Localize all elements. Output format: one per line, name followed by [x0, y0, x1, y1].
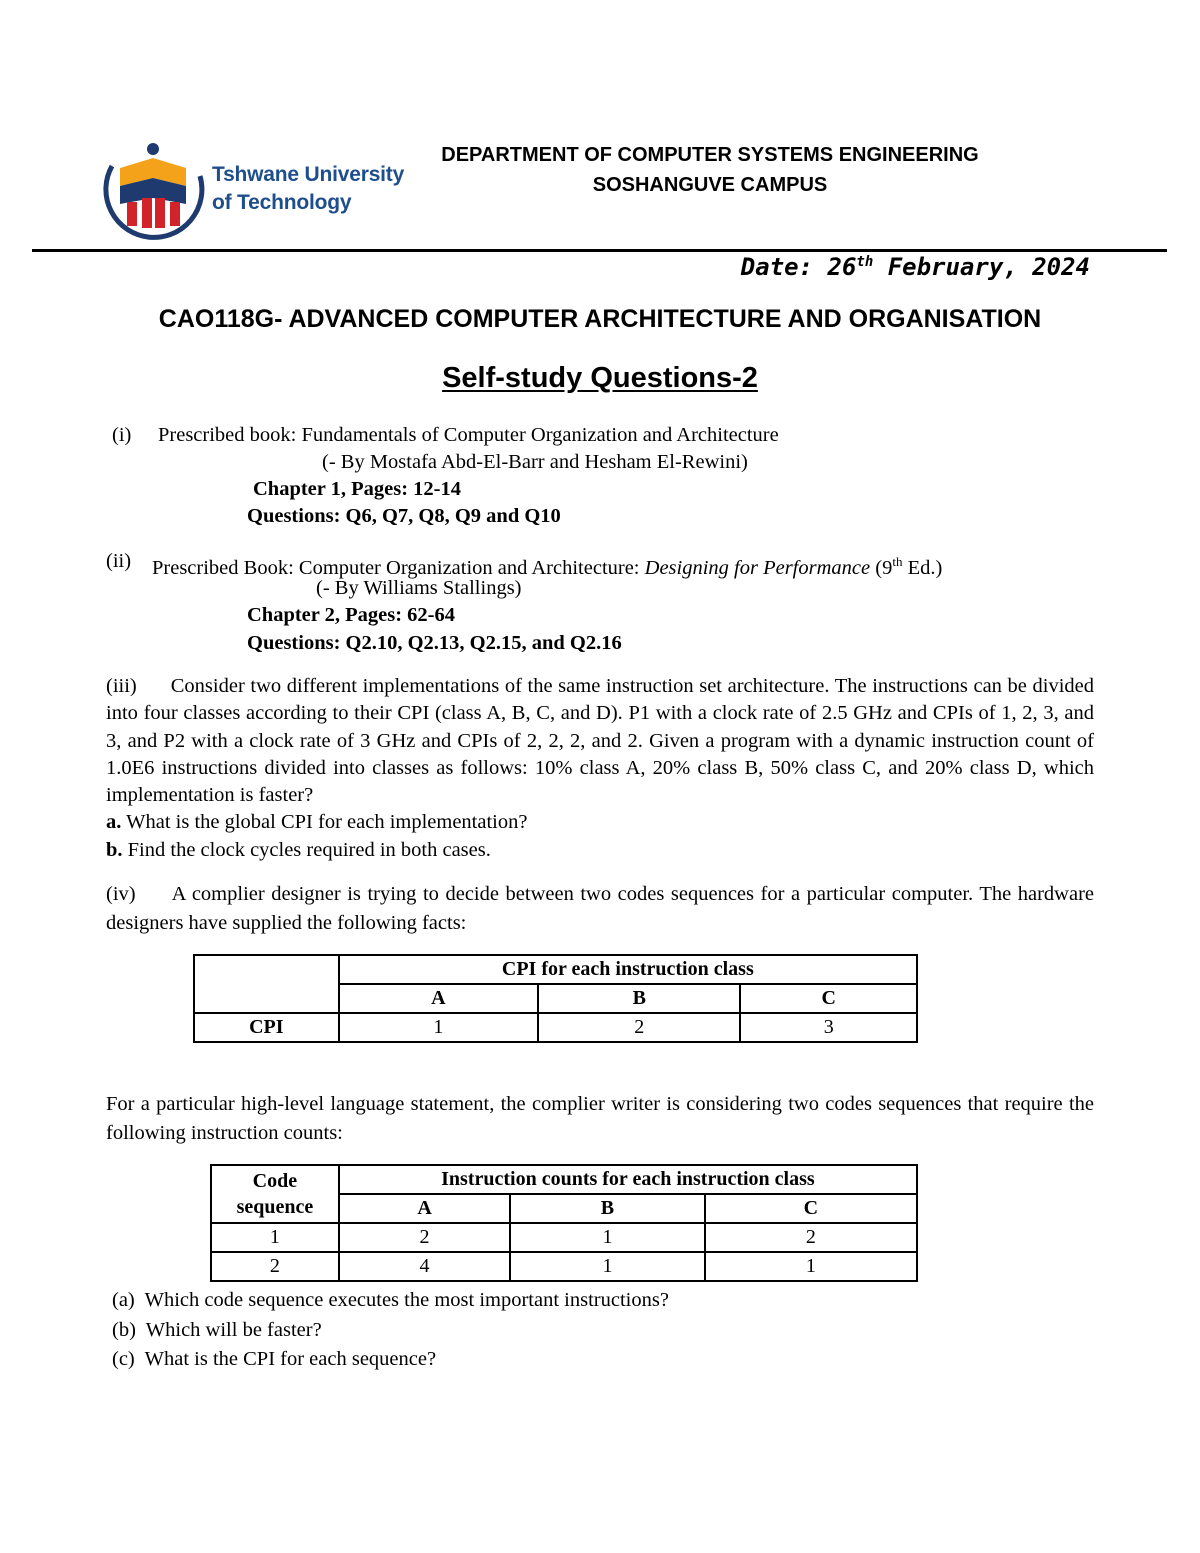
table-column-header: C — [740, 984, 917, 1013]
table-cell: 1 — [339, 1013, 538, 1042]
item-3 — [106, 673, 1094, 864]
item-1-label: (i) — [112, 424, 132, 446]
item-3-sub-b-text: Find the clock cycles required in both cases. — [122, 838, 491, 861]
table-row — [194, 1013, 917, 1042]
table-column-header: A — [339, 984, 538, 1013]
item-2-questions: Questions: Q2.10, Q2.13, Q2.15, and Q2.16 — [247, 632, 622, 654]
table-cell: 2 — [211, 1252, 339, 1281]
document-title: Self-study Questions-2 — [442, 362, 758, 394]
item-3-sub-a — [106, 809, 1094, 836]
table-cell: 1 — [510, 1252, 704, 1281]
table-row — [211, 1252, 917, 1281]
campus-name: SOSHANGUVE CAMPUS — [592, 174, 828, 196]
item-3-paragraph — [106, 673, 1094, 809]
table-column-header: B — [510, 1194, 704, 1223]
course-title: CAO118G- ADVANCED COMPUTER ARCHITECTURE AND ORGANISATION — [158, 305, 1042, 333]
item-2-text-edition: Ed.) — [902, 556, 943, 579]
item-3-text: Consider two different implementations of the same instruction set architecture. The instructions can be divided into four classes according to their CPI (class A, B, C, and D). P1 with a clock rate of 2.5 GHz and CPIs of 1, 2, 3, and 3, and P2 with a clock rate of 3 GHz and CPIs of 2, 2, 2, and 2. Given a program with a dynamic instruction count of 1.0E6 instructions divided into classes as follows: 10% class A, 20% class B, 50% class C, and 20% class D, which implementation is faster? — [106, 675, 1094, 807]
table-cell: 2 — [538, 1013, 740, 1042]
table-row — [194, 955, 917, 984]
table-cell: 3 — [740, 1013, 917, 1042]
table-cell-empty — [194, 955, 339, 1013]
department-name: DEPARTMENT OF COMPUTER SYSTEMS ENGINEERING — [441, 144, 979, 166]
item-4 — [106, 880, 1094, 937]
item-1-questions: Questions: Q6, Q7, Q8, Q9 and Q10 — [247, 505, 561, 527]
logo-text-line2: of Technology — [212, 191, 352, 214]
date-prefix: Date: 26 — [740, 253, 857, 281]
table-column-header: B — [538, 984, 740, 1013]
instruction-count-table — [210, 1164, 918, 1282]
item-1-text: Prescribed book: Fundamentals of Computer Organization and Architecture — [158, 424, 779, 446]
logo-text-line1: Tshwane University — [212, 163, 405, 186]
item-2-label: (ii) — [106, 550, 132, 572]
table-cell: 1 — [211, 1223, 339, 1252]
table-column-header: A — [339, 1194, 510, 1223]
item-2-authors: (- By Williams Stallings) — [316, 577, 522, 599]
item-1-chapter: Chapter 1, Pages: 12-14 — [253, 478, 462, 500]
item-3-label: (iii) — [106, 675, 137, 697]
table-group-header: Instruction counts for each instruction class — [339, 1165, 917, 1194]
date-suffix: February, 2024 — [873, 253, 1090, 281]
item-4-label: (iv) — [106, 883, 136, 905]
table-cell: 2 — [339, 1223, 510, 1252]
table-corner-header: Code sequence — [211, 1165, 339, 1223]
subquestion-c: (c) What is the CPI for each sequence? — [112, 1348, 437, 1370]
table-row-header: CPI — [194, 1013, 339, 1042]
table-cell: 1 — [510, 1223, 704, 1252]
paragraph-instruction-counts: For a particular high-level language statement, the complier writer is considering two codes sequences that require the following instruction counts: — [106, 1093, 1094, 1144]
table-row — [211, 1165, 917, 1194]
table-cell: 1 — [705, 1252, 917, 1281]
item-2-text-sup: th — [892, 554, 903, 569]
table-column-header: C — [705, 1194, 917, 1223]
item-2-text-prefix: Prescribed Book: Computer Organization and Architecture: — [152, 556, 645, 579]
item-2-chapter: Chapter 2, Pages: 62-64 — [247, 604, 456, 626]
document-date — [741, 253, 1090, 281]
item-2-text — [152, 548, 942, 582]
item-1-authors: (- By Mostafa Abd-El-Barr and Hesham El-Rewini) — [322, 451, 748, 473]
subquestion-b: (b) Which will be faster? — [112, 1318, 322, 1341]
table-row — [211, 1223, 917, 1252]
item-4-text: A complier designer is trying to decide between two codes sequences for a particular computer. The hardware designers have supplied the following facts: — [106, 883, 1094, 934]
item-3-sub-a-text: What is the global CPI for each implementation? — [121, 811, 528, 834]
subquestion-a: (a) Which code sequence executes the most important instructions? — [112, 1289, 669, 1311]
table-group-header: CPI for each instruction class — [339, 955, 917, 984]
item-2-text-italic: Designing for Performance — [644, 556, 871, 579]
item-3-sub-a-label: a. — [106, 811, 122, 834]
header-divider — [32, 249, 1167, 252]
item-2-text-suffix: (9 — [870, 556, 893, 579]
date-sup: th — [856, 254, 874, 270]
table-cell: 2 — [705, 1223, 917, 1252]
item-3-sub-b-label: b. — [106, 838, 123, 861]
cpi-table — [193, 954, 918, 1043]
item-3-sub-b — [106, 837, 1094, 864]
table-cell: 4 — [339, 1252, 510, 1281]
subquestions-list — [112, 1286, 669, 1375]
